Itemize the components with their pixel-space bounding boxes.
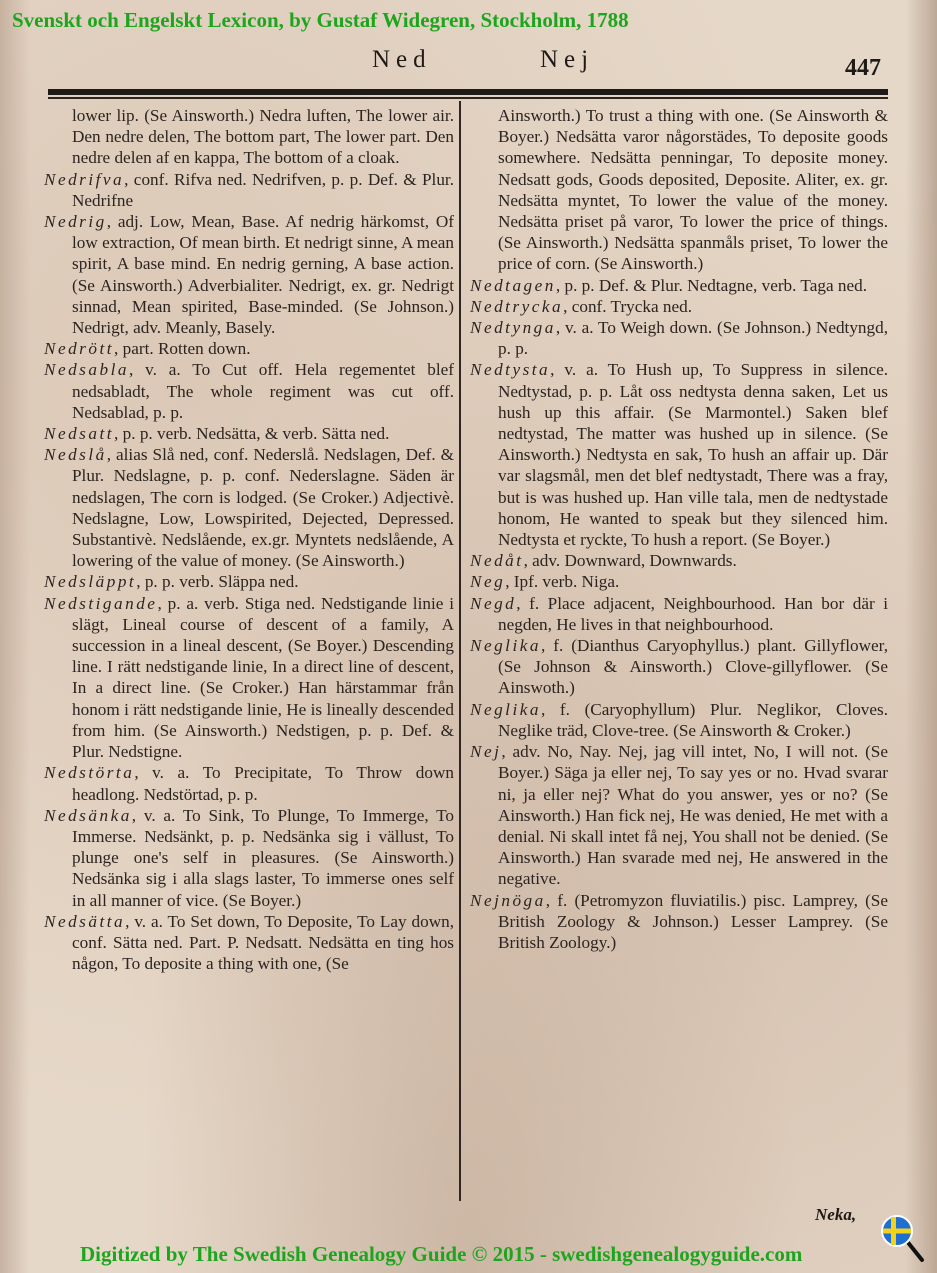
headword: Nedstörta	[44, 763, 135, 783]
dictionary-entry: Nedrig, adj. Low, Mean, Base. Af nedrig härkomst, Of low extraction, Of mean birth. Et nedrigt sinne, A mean spirit, A base mind. En nedrig gerning, A base action. (Se Ainsworth.) Adverbialiter. Nedrigt, ex. gr. Nedrigt sinnad, Mean spirited, Base-minded. (Se Johnson.) Nedrigt, adv. Meanly, Basely.	[44, 212, 454, 338]
headword: Neglika	[470, 699, 541, 719]
headword: Neg	[470, 572, 506, 592]
headword: Nedtysta	[470, 360, 551, 380]
dictionary-entry: Nedsabla, v. a. To Cut off. Hela regementet blef nedsabladt, The whole regiment was cut off. Nedsablad, p. p.	[44, 360, 454, 422]
dictionary-entry: lower lip. (Se Ainsworth.) Nedra luften, The lower air. Den nedre delen, The bottom part, The lower part. Den nedre delen af en kappa, The bottom of a cloak.	[72, 106, 454, 168]
dictionary-entry: Nedstörta, v. a. To Precipitate, To Throw down headlong. Nedstörtad, p. p.	[44, 763, 454, 804]
dictionary-entry: Nedrifva, conf. Rifva ned. Nedrifven, p. p. Def. & Plur. Nedrifne	[44, 169, 454, 210]
running-head-right: Nej	[540, 46, 595, 73]
swedish-flag-magnifier-icon	[880, 1214, 926, 1264]
headword: Nedsätta	[44, 911, 126, 931]
headword: Neglika	[470, 636, 541, 656]
headword: Nedtrycka	[470, 296, 564, 316]
dictionary-entry: Neglika, f. (Caryophyllum) Plur. Neglikor, Cloves. Neglike träd, Clove-tree. (Se Ainsworth & Croker.)	[470, 699, 888, 740]
headword: Nedsatt	[44, 424, 115, 444]
digitizer-credit-watermark: Digitized by The Swedish Genealogy Guide © 2015 - swedishgenealogyguide.com	[80, 1242, 803, 1266]
headword: Nedtagen	[470, 275, 556, 295]
headword: Nedrig	[44, 212, 107, 232]
dictionary-entry: Nedsatt, p. p. verb. Nedsätta, & verb. Sätta ned.	[44, 424, 390, 444]
headword: Nedstigande	[44, 593, 158, 613]
headword: Nedtynga	[470, 318, 556, 338]
headword: Nedrött	[44, 339, 115, 359]
dictionary-entry: Nedtrycka, conf. Trycka ned.	[470, 296, 693, 316]
dictionary-entry: Negd, f. Place adjacent, Neighbourhood. Han bor där i negden, He lives in that neighbourhood.	[470, 593, 888, 634]
right-column	[470, 105, 888, 953]
collection-title-watermark: Svenskt och Engelskt Lexicon, by Gustaf Widegren, Stockholm, 1788	[12, 8, 629, 32]
dictionary-entry: Nedåt, adv. Downward, Downwards.	[470, 551, 737, 571]
headword: Nedsläppt	[44, 572, 137, 592]
running-head-left: Ned	[372, 46, 432, 73]
dictionary-entry: Ainsworth.) To trust a thing with one. (Se Ainsworth & Boyer.) Nedsätta varor någorstädes, To deposite goods somewhere. Nedsätta penningar, To deposite money. Nedsatt gods, Goods deposited, Deposite. Aliter, ex. gr. Nedsätta myntet, To lower the value of the money. Nedsätta priset på varor, To lower the price of things. (Se Ainsworth.) Nedsätta spanmåls priset, To lower the price of corn. (Se Ainsworth.)	[498, 106, 888, 274]
dictionary-entry: Nedsätta, v. a. To Set down, To Deposite, To Lay down, conf. Sätta ned. Part. P. Nedsatt. Nedsätta en ting hos någon, To deposite a thing with one, (Se	[44, 911, 454, 974]
dictionary-entry: Nedslå, alias Slå ned, conf. Nederslå. Nedslagen, Def. & Plur. Nedslagne, p. p. conf. Nederslagne. Säden är nedslagen, The corn is lodged. (Se Croker.) Adjectivè. Nedslagne, Low, Lowspirited, Dejected, Depressed. Substantivè. Nedslående, ex.gr. Myntets nedslående, A lowering of the value of money. (Se Ainsworth.)	[44, 445, 454, 571]
dictionary-entry: Nedsänka, v. a. To Sink, To Plunge, To Immerge, To Immerse. Nedsänkt, p. p. Nedsänka sig i vällust, To plunge one's self in pleasures. (Se Ainsworth.) Nedsänka sig i alla slags laster, To immerse ones self in all manner of vice. (Se Boyer.)	[44, 805, 454, 910]
dictionary-entry: Nedsläppt, p. p. verb. Släppa ned.	[44, 572, 299, 592]
column-divider	[459, 101, 461, 1201]
headword: Nedåt	[470, 551, 524, 571]
headword: Nedslå	[44, 445, 107, 465]
dictionary-entry: Nedrött, part. Rotten down.	[44, 339, 251, 359]
dictionary-entry: Nedtysta, v. a. To Hush up, To Suppress in silence. Nedtystad, p. p. Låt oss nedtysta denna saken, Let us hush up this affair. (Se Marmontel.) Saken blef nedtystad, The matter was hushed up in silence. (Se Ainsworth.) Nedtysta en sak, To hush an affair up. Där var slagsmål, men det blef nedtystadt, There was a fray, but is was hushed up. Han ville tala, men de nedtystade honom, He wanted to speak but they silenced him. Nedtysta et ryckte, To hush a report. (Se Boyer.)	[470, 360, 888, 550]
dictionary-entry: Nedtynga, v. a. To Weigh down. (Se Johnson.) Nedtyngd, p. p.	[470, 318, 888, 359]
headword: Nej	[470, 742, 502, 762]
dictionary-entry: Nedtagen, p. p. Def. & Plur. Nedtagne, verb. Taga ned.	[470, 275, 867, 295]
headword: Nedsabla	[44, 360, 129, 380]
header-rule-thin	[48, 97, 888, 99]
headword: Nejnöga	[470, 890, 546, 910]
catchword: Neka,	[815, 1205, 857, 1224]
page-number: 447	[845, 55, 881, 81]
dictionary-entry: Nedstigande, p. a. verb. Stiga ned. Nedstigande linie i slägt, Lineal course of descent of a family, A succession in a lineal descent, (Se Boyer.) Descending line. I rätt nedstigande linie, In a direct line of descent, In a direct line. (Se Croker.) Han härstammar från honom i rätt nedstigande linie, He is lineally descended from him. (Se Ainsworth.) Nedstigen, p. p. Def. & Plur. Nedstigne.	[44, 593, 454, 762]
dictionary-entry: Nej, adv. No, Nay. Nej, jag vill intet, No, I will not. (Se Boyer.) Säga ja eller nej, To say yes or no. Hvad svarar ni, ja eller nej? What do you answer, yes or no? (Se Ainsworth.) Han fick nej, He was denied, He met with a denial. Ni skall intet få nej, You shall not be denied. (Se Ainsworth.) Han svarade med nej, He answered in the negative.	[470, 742, 888, 889]
headword: Negd	[470, 593, 517, 613]
dictionary-entry: Nejnöga, f. (Petromyzon fluviatilis.) pisc. Lamprey, (Se British Zoology & Johnson.) Lesser Lamprey. (Se British Zoology.)	[470, 890, 888, 952]
dictionary-entry: Neg, Ipf. verb. Niga.	[470, 572, 620, 592]
headword: Nedsänka	[44, 805, 132, 825]
left-column	[44, 105, 454, 974]
dictionary-entry: Neglika, f. (Dianthus Caryophyllus.) plant. Gillyflower, (Se Johnson & Ainsworth.) Clove-gillyflower. (Se Ainswoth.)	[470, 636, 888, 698]
header-rule-thick	[48, 89, 888, 95]
headword: Nedrifva	[44, 169, 125, 189]
